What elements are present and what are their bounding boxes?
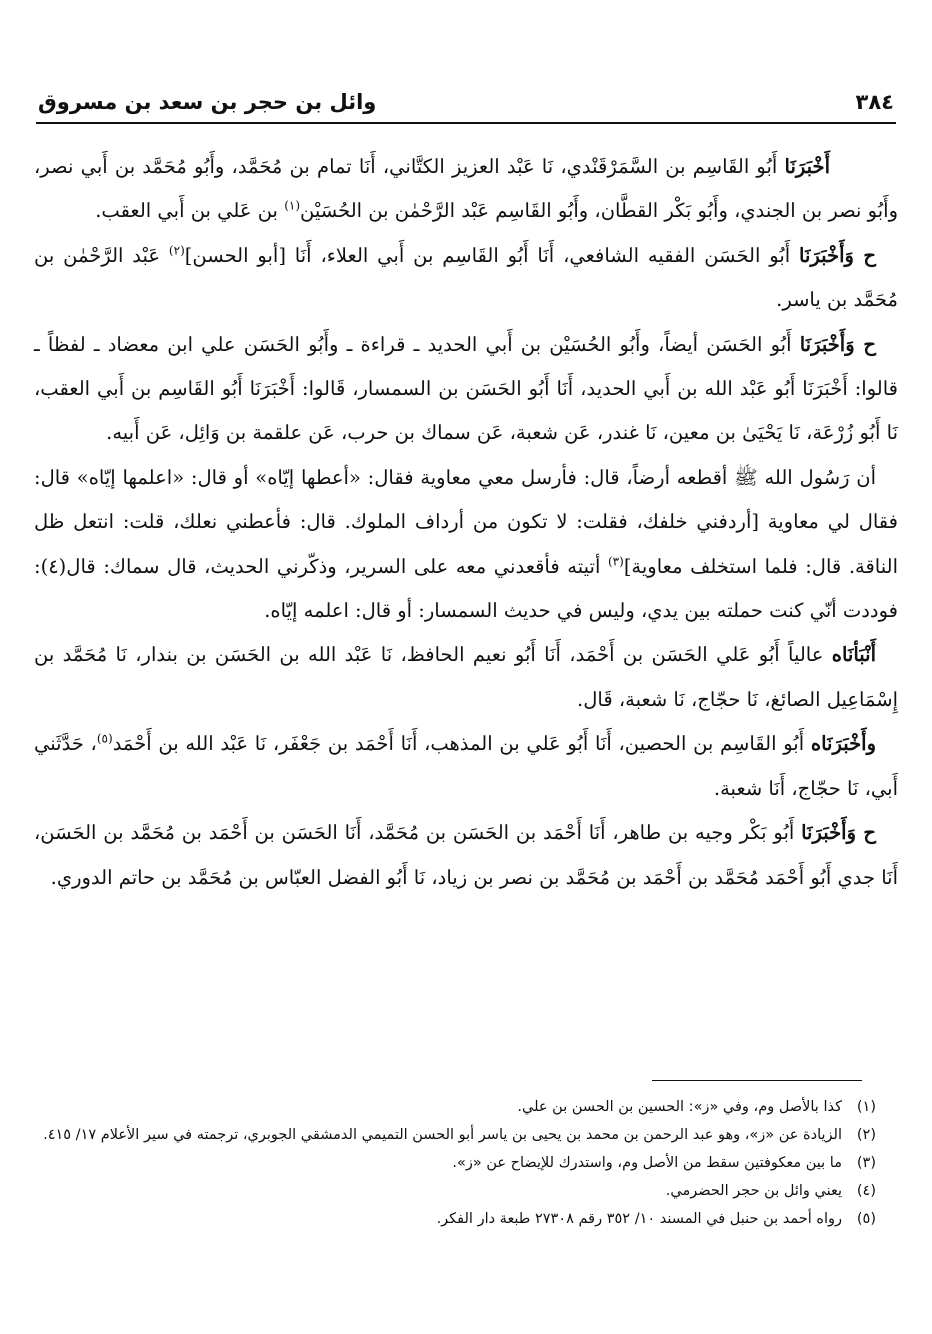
footnote-text: كذا بالأصل وم، وفي «ز»: الحسين بن الحسن بن علي.	[517, 1099, 842, 1115]
main-text	[34, 145, 898, 900]
paragraph-text: أَبُو الحَسَن الفقيه الشافعي، أَنَا أَبُو القَاسِم بن أَبي العلاء، أَنَا [أبو الحسن]	[184, 243, 800, 267]
footnote-text: الزيادة عن «ز»، وهو عبد الرحمن بن محمد بن يحيى بن ياسر أبو الحسن التميمي الدمشقي الجوبري، ترجمته في سير الأعلام ١٧/ ٤١٥.	[43, 1127, 842, 1143]
paragraph-tail: عَبْد الرَّحْمٰن بن مُحَمَّد بن ياسر.	[34, 243, 898, 312]
footnote-number: (٤)	[856, 1183, 876, 1199]
paragraph-tail: أتيته فأقعدني معه على السرير، وذكّرني الحديث، قال سماك: قال(٤): فوددت أنّي كنت حملته بين يدي، وليس في حديث السمسار: أو قال: اعلمه إيّاه.	[34, 554, 898, 623]
page-number: ٣٨٤	[855, 90, 894, 114]
footnote-text: ما بين معكوفتين سقط من الأصل وم، واستدرك للإيضاح عن «ز».	[452, 1155, 842, 1171]
paragraph-text: أَبُو الحَسَن أيضاً، وأَبُو الحُسَيْن بن أَبي الحديد ـ قراءة ـ وأَبُو الحَسَن علي ابن معضاد ـ لفظاً ـ قالوا: أَخْبَرَنَا أَبُو عَبْد الله بن أَبي الحديد، أَنَا أَبُو الحَسَن بن السمسار، قَالوا: أَخْبَرَنَا أَبُو القَاسِم بن أَبي العقب، نَا أَبُو زُرْعَة، نَا يَحْيَىٰ بن معين، نَا غندر، عَن شعبة، عَن سماك بن حرب، عَن علقمة بن وَائِل، عَن أَبيه.	[34, 332, 898, 445]
paragraph-tail: بن عَلي بن أَبي العقب.	[95, 199, 285, 223]
paragraph-tail: ، حَدَّثَني أَبي، نَا حجّاج، أَنَا شعبة.	[34, 732, 898, 800]
paragraph	[34, 722, 898, 811]
footnote-number: (٥)	[856, 1211, 876, 1227]
paragraph	[34, 145, 898, 234]
paragraph	[34, 811, 898, 900]
paragraph-text: عالياً أَبُو عَلي الحَسَن بن أَحْمَد، أَنَا أَبُو نعيم الحافظ، نَا عَبْد الله بن الحَسَن بن بندار، نَا مُحَمَّد بن إِسْمَاعِيل الصائغ، نَا حجّاج، نَا شعبة، قَال.	[34, 643, 898, 711]
footnote-mark: (٢)	[168, 243, 185, 258]
running-title: وائل بن حجر بن سعد بن مسروق	[38, 90, 377, 114]
footnote	[40, 1124, 876, 1147]
footnote-text: يعني وائل بن حجر الحضرمي.	[665, 1183, 842, 1199]
footnote-mark: (٣)	[607, 554, 624, 569]
paragraph-lead: وأَخْبَرَنَاه	[810, 732, 876, 756]
paragraph	[34, 633, 898, 722]
footnote-mark: (٥)	[96, 731, 113, 746]
footnote-number: (٢)	[856, 1127, 876, 1143]
paragraph	[34, 323, 898, 456]
paragraph-lead: ح وَأَخْبَرَنَا	[799, 332, 876, 356]
paragraph-text: أن رَسُول الله ﷺ أقطعه أرضاً، قال: فأرسل معي معاوية فقال: «أعطها إيّاه» أو قال: «اعلمها إيّاه» قال: فقال لي معاوية [أردفني خلفك، فقلت: لا تكون من أرداف الملوك. قال: فأعطني نعلك، قلت: انتعل ظل الناقة. قال: فلما استخلف معاوية]	[34, 465, 898, 578]
paragraph-lead: أَخْبَرَنَا	[784, 155, 830, 178]
footnotes	[40, 1096, 876, 1236]
footnote-number: (٣)	[856, 1155, 876, 1171]
footnote	[40, 1208, 876, 1231]
paragraph-lead: ح وَأَخْبَرَنَا	[799, 243, 876, 267]
page-header	[38, 82, 894, 122]
footnote	[40, 1096, 876, 1119]
footnote	[40, 1152, 876, 1175]
paragraph-lead: ح وَأَخْبَرَنَا	[801, 821, 876, 845]
paragraph	[34, 456, 898, 634]
footnote-mark: (١)	[284, 198, 301, 213]
paragraph	[34, 234, 898, 323]
paragraph-text: أَبُو بَكْر وجيه بن طاهر، أَنَا أَحْمَد بن الحَسَن بن مُحَمَّد، أَنَا الحَسَن بن أَحْمَد بن مُحَمَّد بن الحَسَن، أَنَا جدي أَبُو أَحْمَد مُحَمَّد بن أَحْمَد بن مُحَمَّد بن نصر بن زياد، نَا أَبُو الفضل العبّاس بن مُحَمَّد بن حاتم الدوري.	[34, 821, 898, 889]
paragraph-text: أَبُو القَاسِم بن الحصين، أَنَا أَبُو عَلي بن المذهب، أَنَا أَحْمَد بن جَعْفَر، نَا عَبْد الله بن أَحْمَد	[112, 732, 811, 756]
header-rule	[36, 122, 896, 124]
footnote-text: رواه أحمد بن حنبل في المسند ١٠/ ٣٥٢ رقم ٢٧٣٠٨ طبعة دار الفكر.	[436, 1211, 842, 1227]
footnote	[40, 1180, 876, 1203]
paragraph-text: أَبُو القَاسِم بن السَّمَرْقَنْدي، نَا عَبْد العزيز الكتَّاني، أَنَا تمام بن مُحَمَّد، وأَبُو مُحَمَّد بن أَبي نصر، وأَبُو نصر بن الجندي، وأَبُو بَكْر القطَّان، وأَبُو القَاسِم عَبْد الرَّحْمٰن بن الحُسَيْن	[34, 155, 898, 223]
footnote-number: (١)	[856, 1099, 876, 1115]
paragraph-lead: أَنْبَأنَاه	[831, 643, 876, 667]
footnote-rule	[652, 1080, 862, 1081]
